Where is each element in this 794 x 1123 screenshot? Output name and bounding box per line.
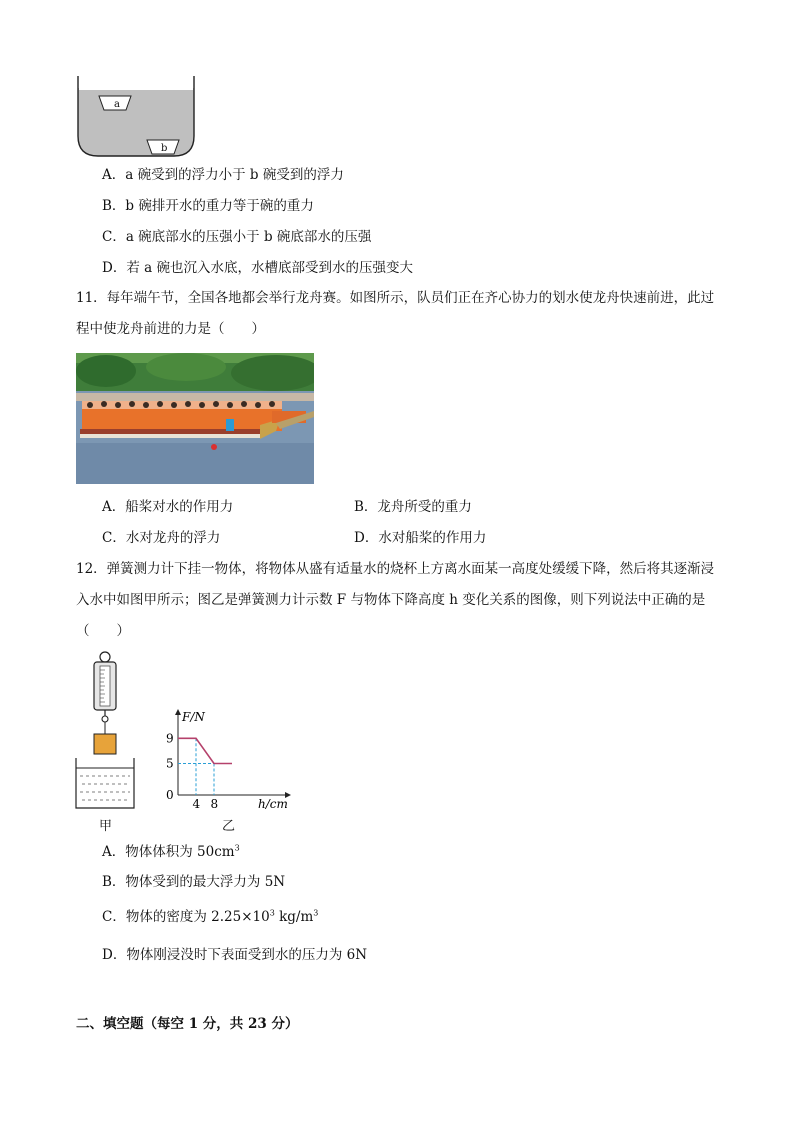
y-tick-label: 5 bbox=[166, 756, 174, 771]
y-axis-label: F/N bbox=[182, 710, 205, 724]
series-line bbox=[178, 738, 232, 763]
x-tick-label: 8 bbox=[210, 797, 219, 811]
q10-option-a: A．a 碗受到的浮力小于 b 碗受到的浮力 bbox=[102, 167, 344, 183]
bowl-b-label: b bbox=[161, 143, 168, 154]
y-tick-label: 0 bbox=[166, 788, 174, 802]
figure-jia-caption: 甲 bbox=[99, 819, 113, 834]
x-tick-label: 4 bbox=[192, 797, 201, 811]
q11-option-a: A．船桨对水的作用力 bbox=[102, 499, 234, 515]
bowl-tank-figure bbox=[70, 76, 200, 160]
x-axis-label: h/cm bbox=[258, 797, 288, 811]
q12-option-d: D．物体刚浸没时下表面受到水的压力为 6N bbox=[102, 947, 368, 963]
spring-scale-figure bbox=[74, 650, 138, 812]
q11-stem: 11．每年端午节，全国各地都会举行龙舟赛。如图所示，队员们正在齐心协力的划水使龙舟快速前进，此过程中使龙舟前进的力是（ ） bbox=[76, 290, 715, 337]
q10-option-c: C．a 碗底部水的压强小于 b 碗底部水的压强 bbox=[102, 229, 372, 245]
dragon-boat-photo bbox=[76, 353, 314, 484]
q11-option-b: B．龙舟所受的重力 bbox=[354, 499, 472, 515]
q10-option-b: B．b 碗排开水的重力等于碗的重力 bbox=[102, 198, 314, 214]
y-tick-label: 9 bbox=[166, 731, 174, 746]
section-2-title: 二、填空题（每空 1 分，共 23 分） bbox=[76, 1016, 299, 1032]
q12-option-c: C．物体的密度为 $2.25\times 10^3$ $kg/m^3$ bbox=[102, 908, 319, 925]
bowl-a-label: a bbox=[114, 99, 120, 110]
q12-stem: 12．弹簧测力计下挂一物体，将物体从盛有适量水的烧杯上方离水面某一高度处缓缓下降，然后将其逐渐浸入水中如图甲所示；图乙是弹簧测力计示数 F 与物体下降高度 h 变化关系的图像，则下列说法中正确的是（ ） bbox=[76, 561, 715, 639]
q12-option-a: A．物体体积为 $50cm^3$ bbox=[102, 843, 240, 860]
force-height-chart bbox=[160, 704, 300, 814]
q12-option-b: B．物体受到的最大浮力为 5N bbox=[102, 874, 286, 890]
q11-option-c: C．水对龙舟的浮力 bbox=[102, 530, 221, 546]
q10-option-d: D．若 a 碗也沉入水底，水槽底部受到水的压强变大 bbox=[102, 260, 413, 276]
q11-option-d: D．水对船桨的作用力 bbox=[354, 530, 487, 546]
figure-yi-caption: 乙 bbox=[222, 819, 236, 834]
